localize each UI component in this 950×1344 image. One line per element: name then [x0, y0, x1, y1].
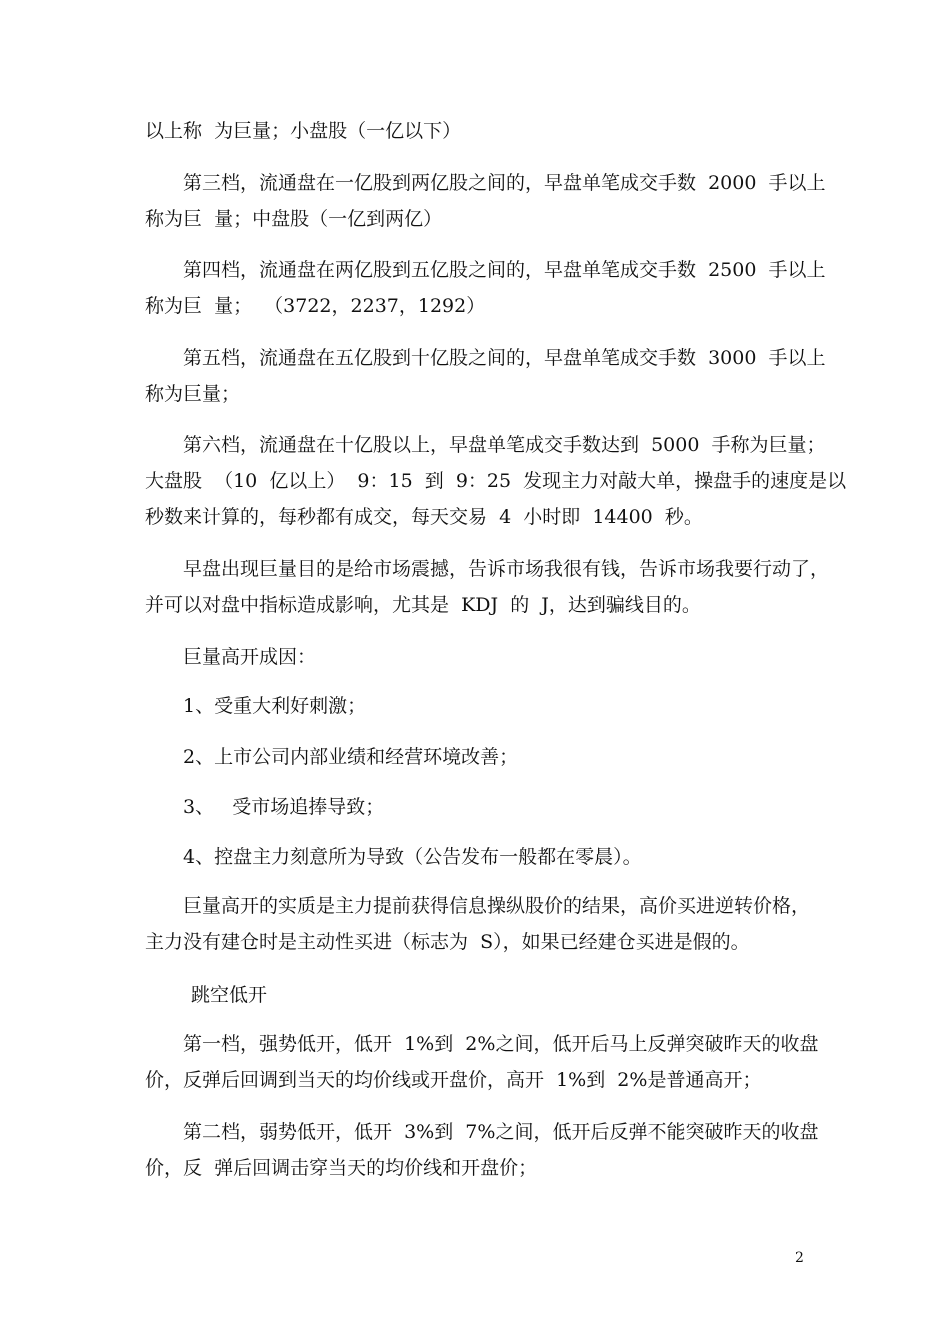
text-line: 大盘股 （10 亿以上） 9：15 到 9：25 发现主力对敲大单，操盘手的速度是以	[145, 470, 847, 492]
text-line: 第二档，弱势低开，低开 3%到 7%之间，低开后反弹不能突破昨天的收盘	[183, 1121, 819, 1143]
text-line: 1、受重大利好刺激；	[183, 695, 367, 717]
text-line: 称为巨量；	[145, 383, 241, 405]
text-line: 巨量高开的实质是主力提前获得信息操纵股价的结果，高价买进逆转价格，	[183, 895, 811, 917]
text-line: 称为巨 量；中盘股（一亿到两亿）	[145, 208, 443, 230]
text-line: 2、上市公司内部业绩和经营环境改善；	[183, 746, 519, 768]
text-line: 以上称 为巨量；小盘股（一亿以下）	[145, 120, 462, 142]
text-line: 价，反弹后回调到当天的均价线或开盘价，高开 1%到 2%是普通高开；	[145, 1069, 762, 1091]
page-number: 2	[795, 1250, 804, 1266]
text-line: 第五档，流通盘在五亿股到十亿股之间的，早盘单笔成交手数 3000 手以上	[183, 347, 826, 369]
text-line: 4、控盘主力刻意所为导致（公告发布一般都在零晨）。	[183, 846, 642, 868]
text-line: 秒数来计算的，每秒都有成交，每天交易 4 小时即 14400 秒。	[145, 506, 703, 528]
text-line: 第一档，强势低开，低开 1%到 2%之间，低开后马上反弹突破昨天的收盘	[183, 1033, 819, 1055]
text-line: 称为巨 量； （3722，2237，1292）	[145, 295, 486, 317]
text-line: 价，反 弹后回调击穿当天的均价线和开盘价；	[145, 1157, 538, 1179]
text-line: 巨量高开成因：	[183, 646, 317, 668]
text-line: 第三档，流通盘在一亿股到两亿股之间的，早盘单笔成交手数 2000 手以上	[183, 172, 826, 194]
text-line: 第四档，流通盘在两亿股到五亿股之间的，早盘单笔成交手数 2500 手以上	[183, 259, 826, 281]
text-line: 早盘出现巨量目的是给市场震撼，告诉市场我很有钱，告诉市场我要行动了，	[183, 558, 830, 580]
text-line: 第六档，流通盘在十亿股以上，早盘单笔成交手数达到 5000 手称为巨量；	[183, 434, 826, 456]
section-heading: 跳空低开	[191, 984, 268, 1006]
text-line: 并可以对盘中指标造成影响，尤其是 KDJ 的 J，达到骗线目的。	[145, 594, 701, 616]
text-line: 3、 受市场追捧导致；	[183, 796, 385, 818]
text-line: 主力没有建仓时是主动性买进（标志为 S），如果已经建仓买进是假的。	[145, 931, 750, 953]
